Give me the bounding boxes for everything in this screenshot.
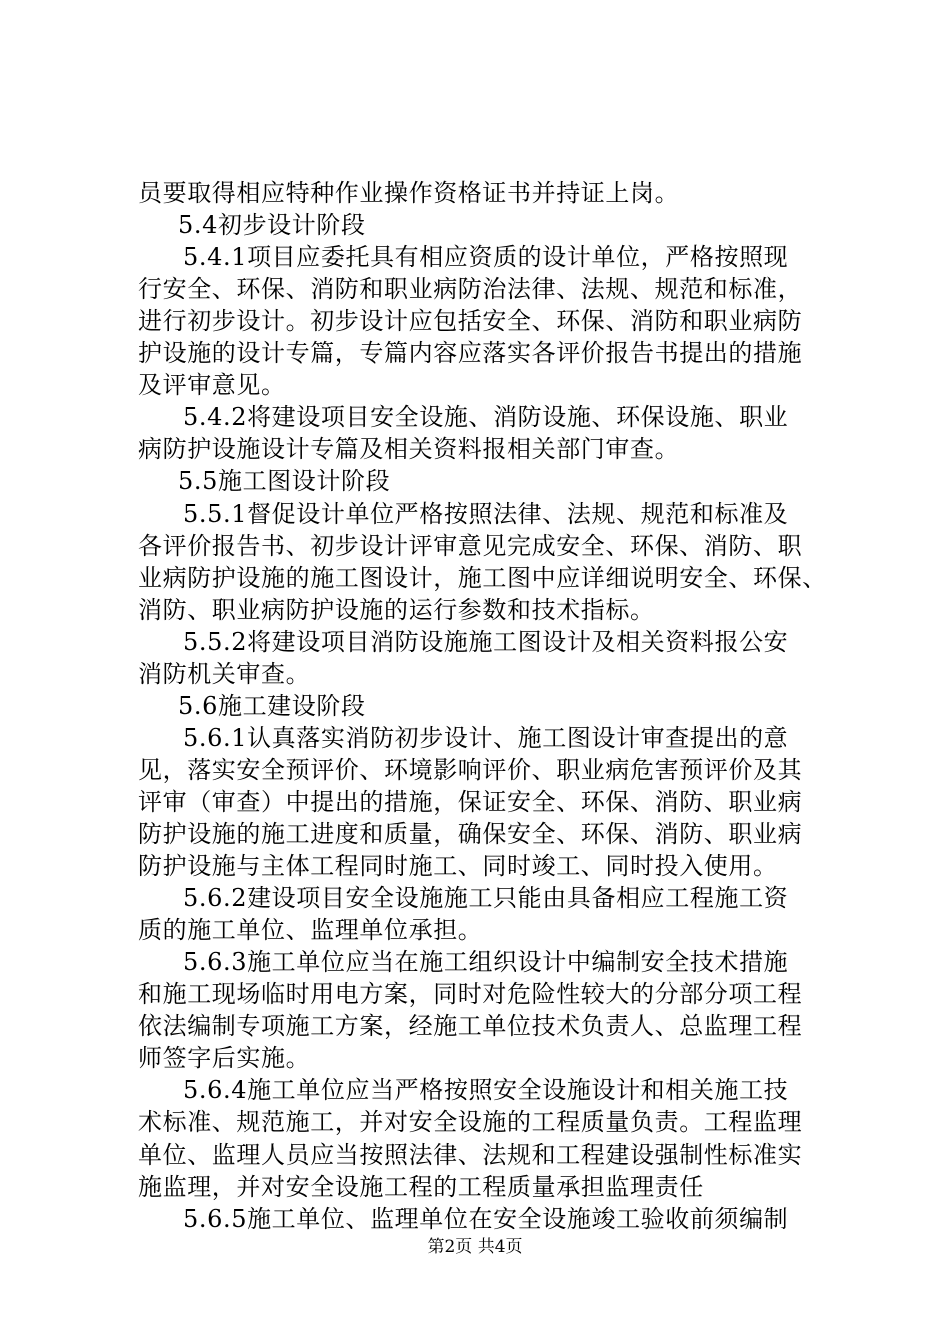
- section-heading: 5.4初步设计阶段: [178, 211, 366, 240]
- page-footer: 第2页 共4页: [427, 1237, 523, 1257]
- text-line: 质的施工单位、监理单位承担。: [138, 916, 483, 945]
- text-line: 5.5.2将建设项目消防设施施工图设计及相关资料报公安: [183, 627, 789, 656]
- text-line: 5.6.1认真落实消防初步设计、施工图设计审查提出的意: [183, 723, 789, 752]
- text-line: 进行初步设计。初步设计应包括安全、环保、消防和职业病防: [138, 307, 803, 336]
- text-line: 各评价报告书、初步设计评审意见完成安全、环保、消防、职: [138, 531, 803, 560]
- text-line: 单位、监理人员应当按照法律、法规和工程建设强制性标准实: [138, 1140, 803, 1169]
- text-line: 5.5.1督促设计单位严格按照法律、法规、规范和标准及: [183, 499, 789, 528]
- text-line: 5.6.3施工单位应当在施工组织设计中编制安全技术措施: [183, 948, 789, 977]
- text-line: 病防护设施设计专篇及相关资料报相关部门审查。: [138, 435, 680, 464]
- text-line: 防护设施与主体工程同时施工、同时竣工、同时投入使用。: [138, 852, 778, 881]
- text-line: 消防、职业病防护设施的运行参数和技术指标。: [138, 595, 655, 624]
- text-line: 评审（审查）中提出的措施，保证安全、环保、消防、职业病: [138, 787, 803, 816]
- text-line: 5.6.4施工单位应当严格按照安全设施设计和相关施工技: [183, 1076, 789, 1105]
- text-line: 5.6.2建设项目安全设施施工只能由具备相应工程施工资: [183, 884, 789, 913]
- section-heading: 5.6施工建设阶段: [178, 691, 366, 720]
- text-line: 和施工现场临时用电方案，同时对危险性较大的分部分项工程: [138, 980, 803, 1009]
- text-line: 员要取得相应特种作业操作资格证书并持证上岗。: [138, 179, 680, 207]
- text-line: 护设施的设计专篇，专篇内容应落实各评价报告书提出的措施: [138, 339, 803, 368]
- text-line: 及评审意见。: [138, 371, 286, 400]
- text-line: 见，落实安全预评价、环境影响评价、职业病危害预评价及其: [138, 755, 803, 784]
- text-line: 施监理，并对安全设施工程的工程质量承担监理责任: [138, 1172, 704, 1201]
- text-line: 消防机关审查。: [138, 659, 311, 688]
- text-line: 师签字后实施。: [138, 1044, 311, 1073]
- text-line: 5.4.2将建设项目安全设施、消防设施、环保设施、职业: [183, 403, 789, 432]
- text-line: 依法编制专项施工方案，经施工单位技术负责人、总监理工程: [138, 1012, 803, 1041]
- text-line: 业病防护设施的施工图设计，施工图中应详细说明安全、环保、: [138, 563, 827, 592]
- section-heading: 5.5施工图设计阶段: [178, 467, 391, 496]
- text-line: 术标准、规范施工，并对安全设施的工程质量负责。工程监理: [138, 1108, 803, 1137]
- text-line: 行安全、环保、消防和职业病防治法律、法规、规范和标准，: [138, 275, 803, 304]
- text-line: 5.6.5施工单位、监理单位在安全设施竣工验收前须编制: [183, 1204, 789, 1233]
- text-line: 5.4.1项目应委托具有相应资质的设计单位，严格按照现: [183, 243, 789, 272]
- text-line: 防护设施的施工进度和质量，确保安全、环保、消防、职业病: [138, 820, 803, 848]
